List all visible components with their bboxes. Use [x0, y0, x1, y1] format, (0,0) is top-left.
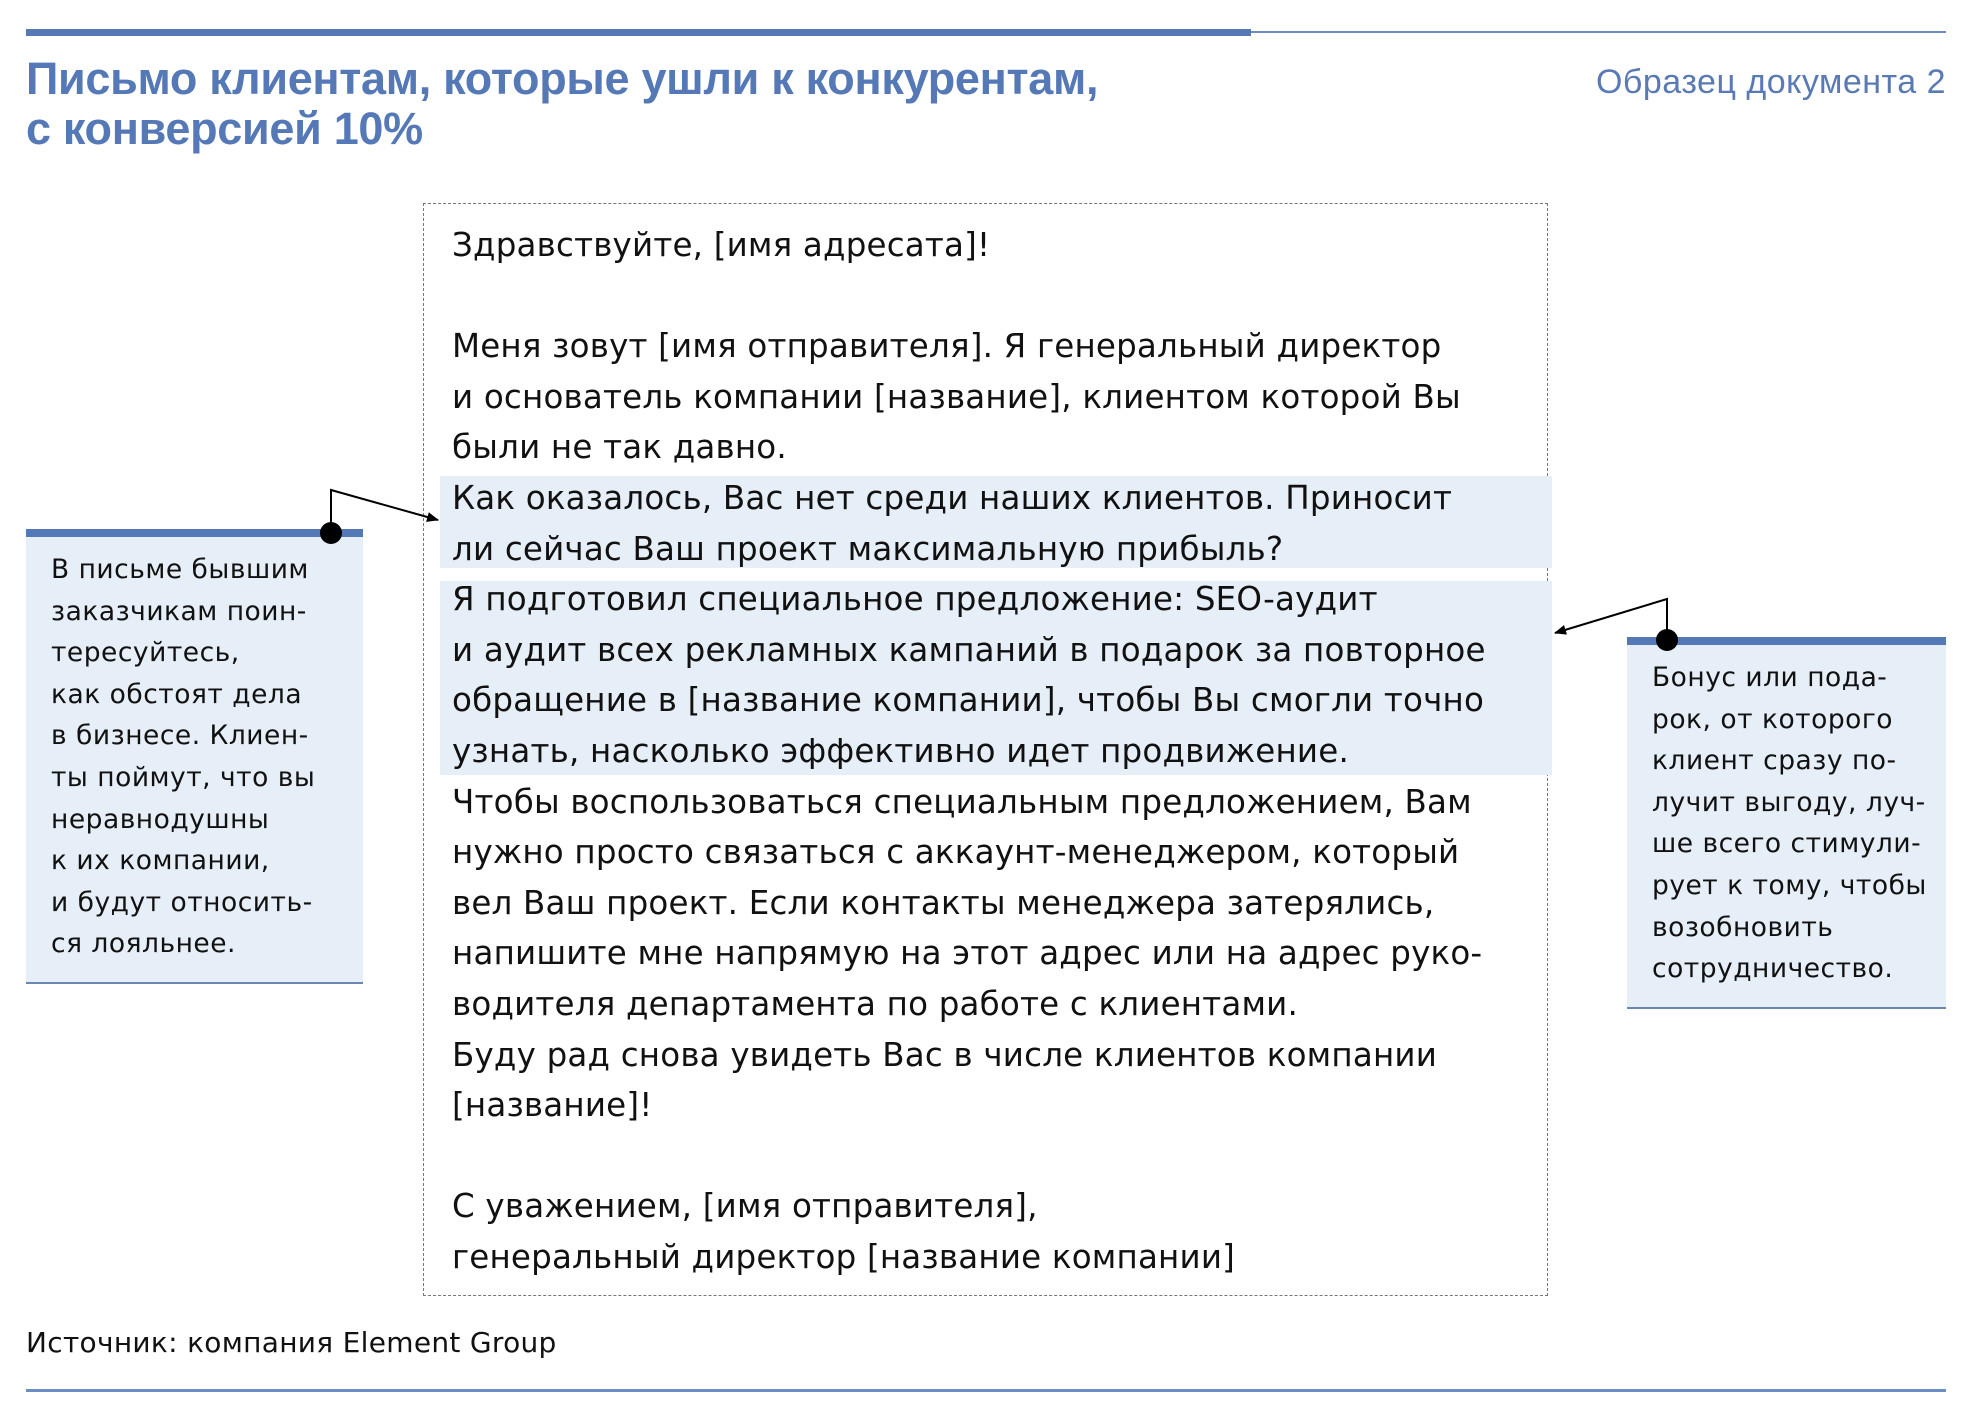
callout-left-text — [51, 549, 315, 965]
letter-line: ли сейчас Ваш проект максимальную прибыль? — [452, 529, 1284, 568]
callout-line: Бонус или пода- — [1652, 662, 1888, 693]
callout-line: В письме бывшим — [51, 554, 309, 585]
letter-line: Чтобы воспользоваться специальным предложением, Вам — [452, 782, 1472, 821]
letter-line: нужно просто связаться с аккаунт-менеджером, который — [452, 833, 1460, 872]
callout-line: и будут относить- — [51, 886, 313, 918]
header-rule-thick — [26, 29, 1251, 36]
callout-right-bottom-rule — [1627, 1007, 1946, 1009]
page-title — [26, 54, 1326, 154]
letter-line: генеральный директор [название компании] — [452, 1237, 1236, 1276]
title-line-1: Письмо клиентам, которые ушли к конкурентам, — [26, 53, 1099, 104]
callout-line: лучит выгоду, луч- — [1652, 786, 1926, 818]
letter-line: [название]! — [452, 1086, 653, 1125]
callout-line: клиент сразу по- — [1652, 745, 1897, 777]
footer-rule — [26, 1389, 1946, 1392]
callout-line: ся лояльнее. — [51, 928, 236, 960]
letter-line: обращение в [название компании], чтобы Вы смогли точно — [452, 681, 1485, 720]
source-note: Источник: компания Element Group — [26, 1326, 557, 1359]
callout-left-top-bar — [26, 529, 363, 537]
callout-line: рует к тому, чтобы — [1652, 869, 1927, 901]
callout-right — [1627, 637, 1946, 1009]
letter-body — [452, 220, 1542, 1282]
letter-line: водителя департамента по работе с клиентами. — [452, 984, 1299, 1023]
title-line-2: с конверсией 10% — [26, 103, 423, 154]
callout-line: возобновить — [1652, 911, 1834, 943]
letter-line: были не так давно. — [452, 428, 787, 467]
letter-line: Я подготовил специальное предложение: SEO-аудит — [452, 580, 1378, 619]
callout-line: ше всего стимули- — [1652, 828, 1922, 860]
letter-line: С уважением, [имя отправителя], — [452, 1187, 1038, 1226]
letter-line: Меня зовут [имя отправителя]. Я генеральный директор — [452, 327, 1442, 366]
callout-line: сотрудничество. — [1652, 953, 1894, 985]
callout-line: рок, от которого — [1652, 703, 1894, 735]
callout-line: заказчикам поин- — [51, 595, 307, 627]
letter-line — [452, 271, 1542, 322]
letter-line: Буду рад снова увидеть Вас в числе клиентов компании — [452, 1035, 1438, 1074]
callout-left-bottom-rule — [26, 982, 363, 984]
letter-line: и аудит всех рекламных кампаний в подарок за повторное — [452, 630, 1486, 669]
callout-left — [26, 529, 363, 984]
callout-line: к их компании, — [51, 845, 270, 877]
callout-line: ты поймут, что вы — [51, 761, 316, 793]
callout-line: тересуйтесь, — [51, 637, 240, 669]
letter-line: Здравствуйте, [имя адресата]! — [452, 226, 991, 264]
callout-right-text — [1652, 657, 1927, 990]
letter-line: Как оказалось, Вас нет среди наших клиентов. Приносит — [452, 478, 1453, 517]
document-label: Образец документа 2 — [1595, 63, 1946, 101]
callout-right-top-bar — [1627, 637, 1946, 645]
letter-line: напишите мне напрямую на этот адрес или на адрес руко- — [452, 934, 1483, 973]
header-rule-thin — [1251, 31, 1946, 33]
callout-line: неравнодушны — [51, 803, 270, 835]
letter-line: и основатель компании [название], клиентом которой Вы — [452, 377, 1461, 416]
callout-line: в бизнесе. Клиен- — [51, 720, 309, 752]
letter-line: узнать, насколько эффективно идет продвижение. — [452, 731, 1349, 770]
letter-line: вел Ваш проект. Если контакты менеджера затерялись, — [452, 883, 1435, 922]
letter-line — [452, 1131, 1542, 1182]
callout-line: как обстоят дела — [51, 678, 303, 710]
